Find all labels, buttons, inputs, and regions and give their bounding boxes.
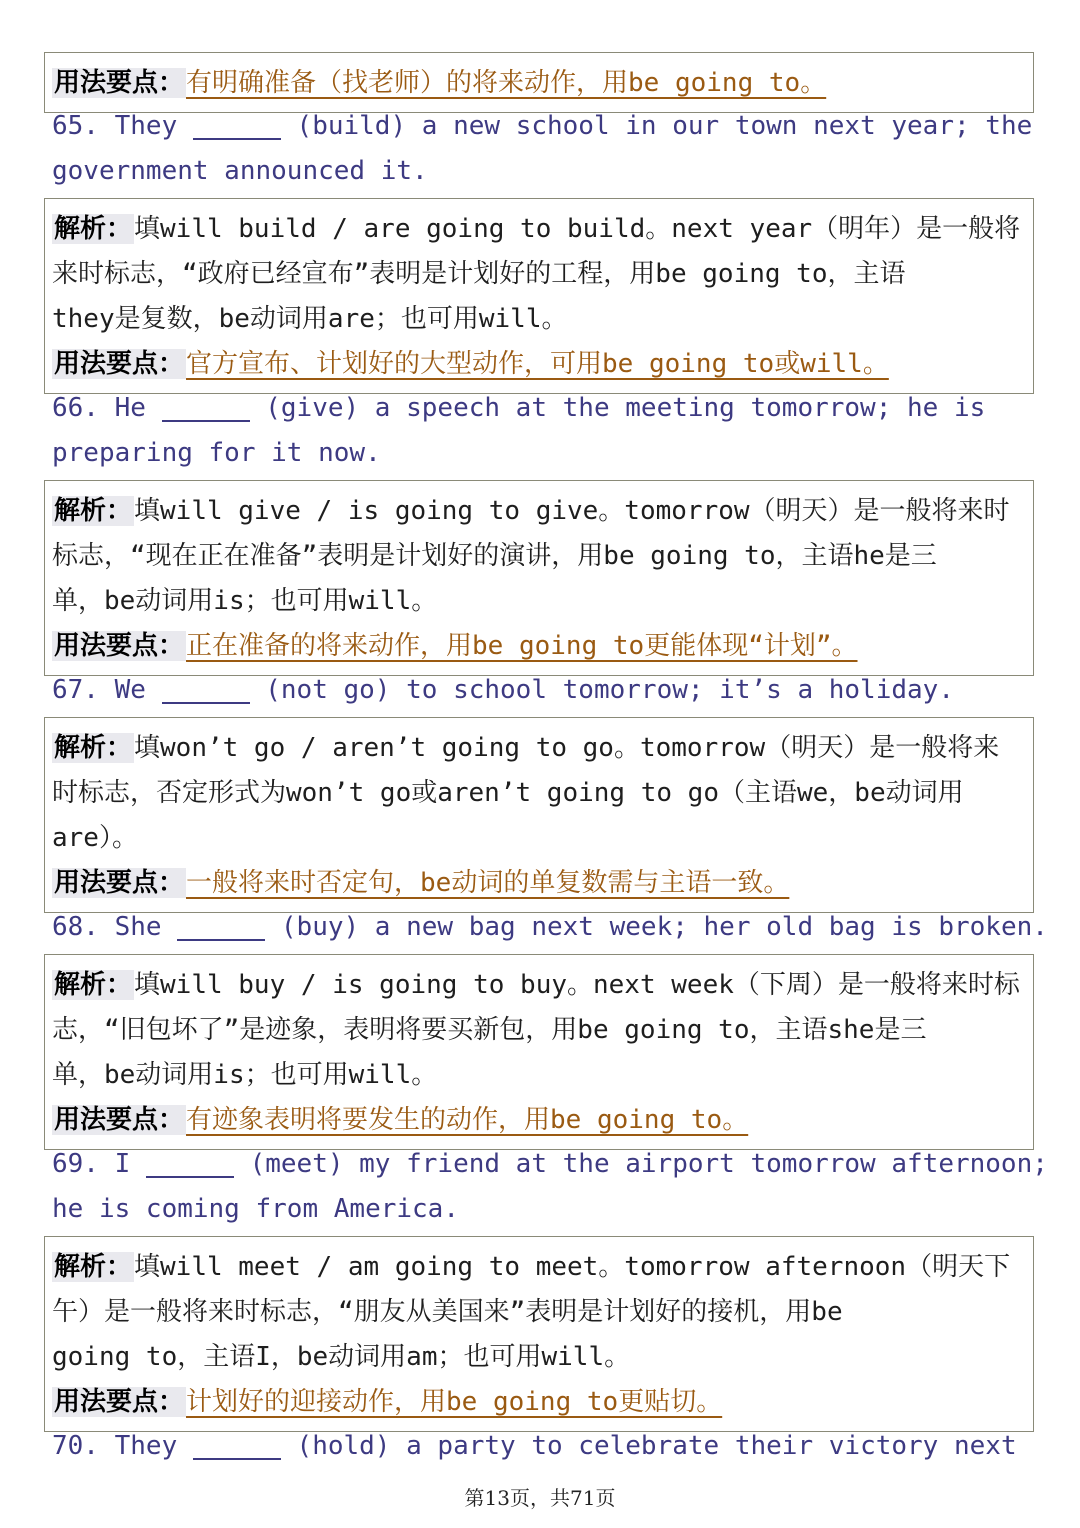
analysis-text: 单，be动词用is；也可用will。	[52, 1060, 438, 1090]
analysis-label: 解析：	[54, 214, 133, 244]
analysis-box-66	[44, 480, 1034, 676]
analysis-text: 午）是一般将来时标志，“朋友从美国来”表明是计划好的接机，用be	[52, 1297, 843, 1327]
answer-blank[interactable]	[162, 392, 250, 422]
answer-blank[interactable]	[193, 110, 281, 140]
analysis-text: are）。	[52, 823, 138, 853]
question-67: 67. We (not go) to school tomorrow; it’s a holiday.	[52, 675, 954, 705]
usage-text: 有明确准备（找老师）的将来动作，用be going to。	[186, 68, 827, 98]
analysis-text: 来时标志，“政府已经宣布”表明是计划好的工程，用be going to，主语	[52, 259, 906, 289]
usage-text: 正在准备的将来动作，用be going to更能体现“计划”。	[186, 631, 858, 661]
analysis-text: 填will build / are going to build。next year（明年）是一般将	[134, 214, 1021, 244]
question-69: 69. I (meet) my friend at the airport tomorrow afternoon; he is coming from America.	[52, 1149, 1048, 1224]
analysis-text: going to，主语I，be动词用am；也可用will。	[52, 1342, 631, 1372]
analysis-text: 填will meet / am going to meet。tomorrow afternoon（明天下	[134, 1252, 1011, 1282]
analysis-box-65	[44, 198, 1034, 394]
analysis-box-67	[44, 717, 1034, 913]
answer-blank[interactable]	[162, 674, 250, 704]
usage-label: 用法要点：	[54, 631, 185, 661]
question-70: 70. They (hold) a party to celebrate their victory next	[52, 1431, 1017, 1461]
usage-label: 用法要点：	[54, 68, 185, 98]
usage-label: 用法要点：	[54, 868, 185, 898]
usage-label: 用法要点：	[54, 1105, 185, 1135]
page-number: 第13页，共71页	[464, 1486, 616, 1510]
analysis-text: 填will buy / is going to buy。next week（下周）是一般将来时标	[134, 970, 1020, 1000]
question-66: 66. He (give) a speech at the meeting tomorrow; he is preparing for it now.	[52, 393, 986, 468]
usage-line	[52, 61, 1027, 106]
analysis-text: 填won’t go / aren’t going to go。tomorrow（明天）是一般将来	[134, 733, 1000, 763]
analysis-box-68	[44, 954, 1034, 1150]
analysis-text: 志，“旧包坏了”是迹象，表明将要买新包，用be going to，主语she是三	[52, 1015, 927, 1045]
usage-text: 一般将来时否定句，be动词的单复数需与主语一致。	[186, 868, 790, 898]
answer-blank[interactable]	[193, 1430, 281, 1460]
usage-label: 用法要点：	[54, 349, 185, 379]
usage-text: 有迹象表明将要发生的动作，用be going to。	[186, 1105, 749, 1135]
answer-blank[interactable]	[146, 1148, 234, 1178]
analysis-text: 单，be动词用is；也可用will。	[52, 586, 438, 616]
analysis-label: 解析：	[54, 496, 133, 526]
analysis-text: 时标志，否定形式为won’t go或aren’t going to go（主语we，be动词用	[52, 778, 964, 808]
analysis-label: 解析：	[54, 733, 133, 763]
question-65: 65. They (build) a new school in our town next year; the government announced it.	[52, 111, 1033, 186]
question-68: 68. She (buy) a new bag next week; her old bag is broken.	[52, 912, 1048, 942]
analysis-text: 填will give / is going to give。tomorrow（明天）是一般将来时	[134, 496, 1010, 526]
analysis-text: they是复数，be动词用are；也可用will。	[52, 304, 568, 334]
usage-text: 官方宣布、计划好的大型动作，可用be going to或will。	[186, 349, 889, 379]
analysis-label: 解析：	[54, 1252, 133, 1282]
analysis-box-69	[44, 1236, 1034, 1432]
analysis-text: 标志，“现在正在准备”表明是计划好的演讲，用be going to，主语he是三	[52, 541, 937, 571]
analysis-label: 解析：	[54, 970, 133, 1000]
answer-blank[interactable]	[177, 911, 265, 941]
usage-label: 用法要点：	[54, 1387, 185, 1417]
usage-text: 计划好的迎接动作，用be going to更贴切。	[186, 1387, 723, 1417]
